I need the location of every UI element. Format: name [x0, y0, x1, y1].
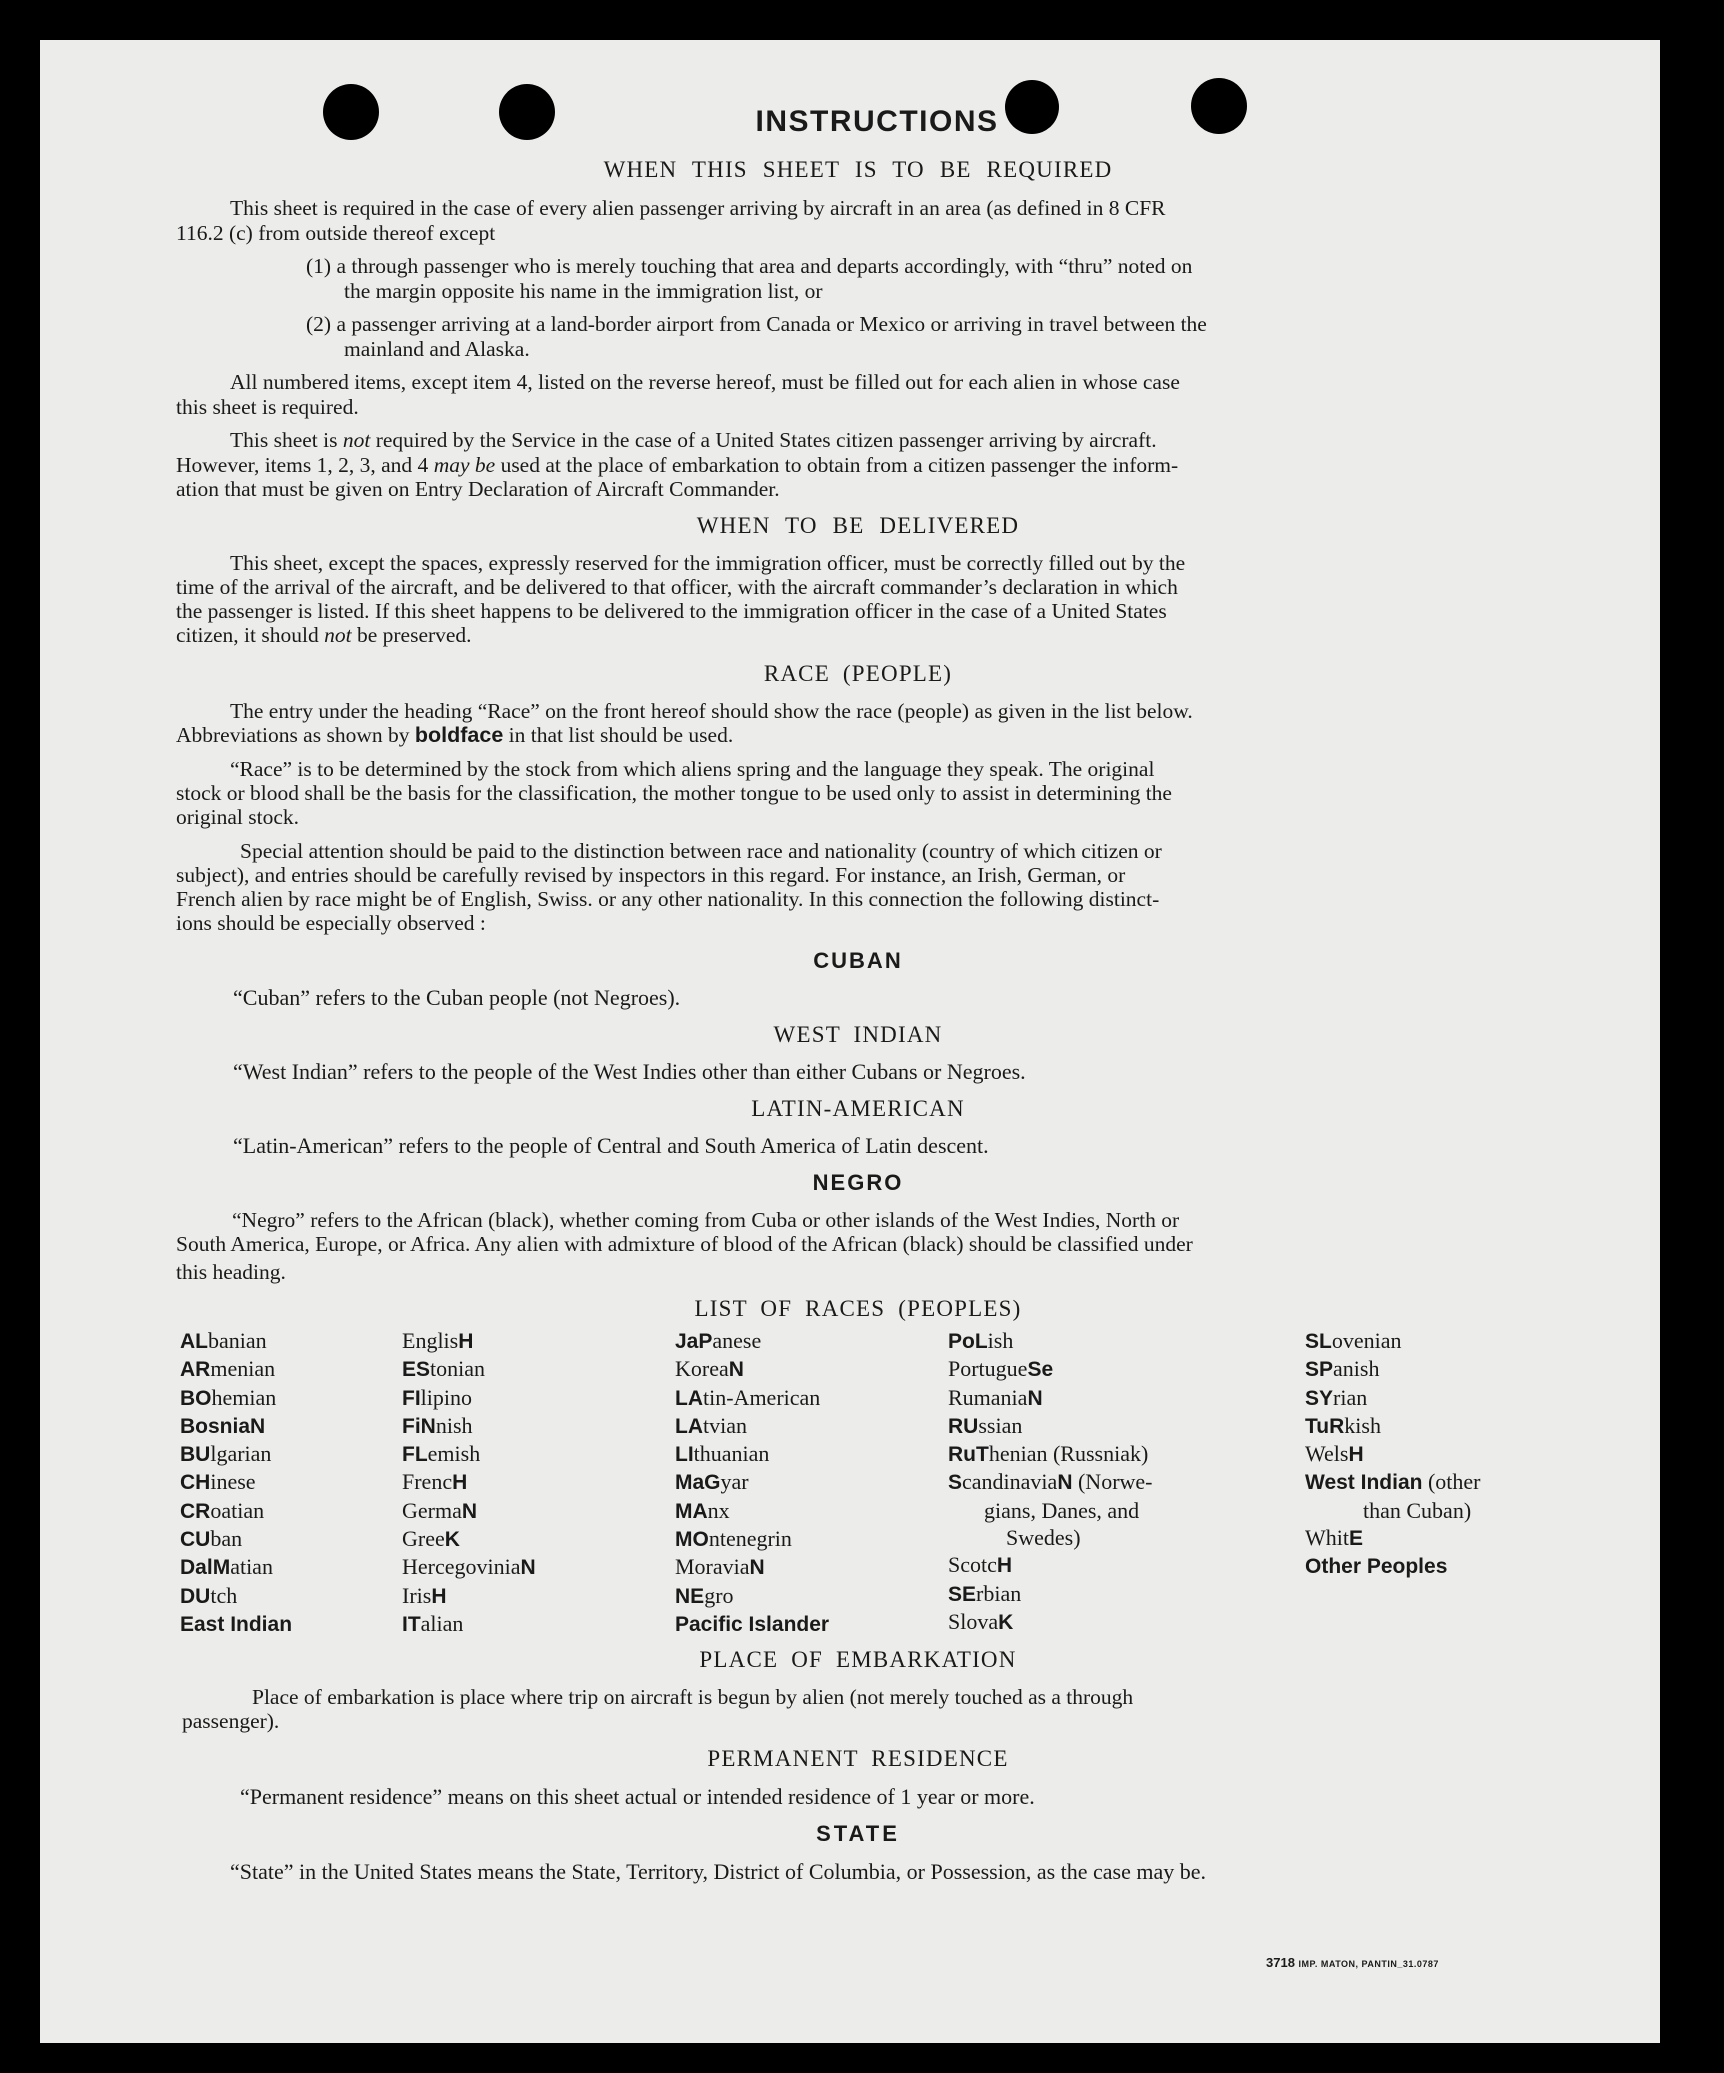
- west-indian-text: “West Indian” refers to the people of the West Indies other than either Cubans or Negroes.: [233, 1059, 1026, 1084]
- race-entry: KoreaN: [675, 1356, 744, 1382]
- race-entry: CHinese: [180, 1469, 256, 1495]
- citizen-line3: ation that must be given on Entry Declaration of Aircraft Commander.: [176, 477, 780, 501]
- heading-race: RACE (PEOPLE): [763, 661, 953, 686]
- race-entry: CRoatian: [180, 1497, 265, 1523]
- race-entry: FIlipino: [402, 1384, 473, 1410]
- race-entry: West Indian (other: [1305, 1469, 1481, 1495]
- race-entry: MoraviaN: [675, 1554, 765, 1580]
- form-imprint: [1266, 1955, 1439, 1970]
- race-entry: JaPanese: [675, 1328, 762, 1353]
- race-entry: EStonian: [402, 1356, 486, 1382]
- heading-place-of-embarkation: PLACE OF EMBARKATION: [699, 1647, 1017, 1672]
- race-entry: SPanish: [1305, 1356, 1380, 1382]
- race-p3-line3: French alien by race might be of English, Swiss. or any other nationality. In this connection the following distinct-: [176, 887, 1160, 911]
- races-column-2: [402, 1327, 536, 1638]
- race-p3-line1: Special attention should be paid to the distinction between race and nationality (country of which citizen or: [240, 839, 1162, 863]
- race-p1-line1: The entry under the heading “Race” on the front hereof should show the race (people) as given in the list below.: [230, 699, 1193, 723]
- race-entry: BosniaN: [180, 1414, 266, 1438]
- latin-american-text: “Latin-American” refers to the people of Central and South America of Latin descent.: [233, 1133, 989, 1158]
- required-item1-line2: the margin opposite his name in the immigration list, or: [344, 279, 823, 303]
- race-entry: FrencH: [402, 1469, 468, 1495]
- race-entry: HercegoviniaN: [402, 1554, 536, 1580]
- page-title: INSTRUCTIONS: [755, 105, 999, 138]
- race-entry: BOhemian: [180, 1384, 277, 1410]
- race-p2-line1: “Race” is to be determined by the stock from which aliens spring and the language they speak. The original: [230, 757, 1155, 781]
- race-p2-line2: stock or blood shall be the basis for the classification, the mother tongue to be used only to assist in determining the: [176, 781, 1172, 805]
- embarkation-line2: passenger).: [182, 1709, 280, 1733]
- race-entry: MOntenegrin: [675, 1526, 792, 1552]
- heading-list-of-races: LIST OF RACES (PEOPLES): [694, 1296, 1022, 1321]
- heading-cuban: CUBAN: [813, 948, 903, 973]
- cuban-text: “Cuban” refers to the Cuban people (not Negroes).: [233, 985, 681, 1010]
- race-entry: ITalian: [402, 1610, 464, 1636]
- race-entry-continued: gians, Danes, and: [984, 1497, 1140, 1523]
- races-column-4: [948, 1327, 1153, 1636]
- race-entry: East Indian: [180, 1612, 293, 1636]
- numbered-items-line2: this sheet is required.: [176, 395, 359, 419]
- race-entry: FLemish: [402, 1441, 481, 1467]
- race-entry: SlovaK: [948, 1608, 1014, 1634]
- race-entry: RUssian: [948, 1412, 1023, 1438]
- embarkation-line1: Place of embarkation is place where trip on aircraft is begun by alien (not merely touched as a through: [252, 1685, 1134, 1709]
- required-intro-line1: This sheet is required in the case of every alien passenger arriving by aircraft in an area (as defined in 8 CFR: [230, 196, 1166, 220]
- races-column-5: [1305, 1327, 1481, 1581]
- race-p3-line2: subject), and entries should be carefully revised by inspectors in this regard. For instance, an Irish, German, or: [176, 863, 1126, 887]
- residence-text: “Permanent residence” means on this sheet actual or intended residence of 1 year or more.: [240, 1784, 1035, 1809]
- required-item2-line1: (2) a passenger arriving at a land-border airport from Canada or Mexico or arriving in travel between the: [306, 312, 1207, 336]
- race-entry: BUlgarian: [180, 1441, 272, 1467]
- printer-imprint: IMP. MATON, PANTIN_31.0787: [1298, 1959, 1439, 1969]
- race-entry: DalMatian: [180, 1554, 273, 1580]
- race-p3-line4: ions should be especially observed :: [176, 911, 486, 935]
- race-entry-continued: than Cuban): [1363, 1497, 1472, 1523]
- heading-permanent-residence: PERMANENT RESIDENCE: [707, 1746, 1009, 1771]
- heading-when-required: WHEN THIS SHEET IS TO BE REQUIRED: [603, 157, 1113, 182]
- race-entry: RuThenian (Russniak): [948, 1441, 1149, 1467]
- delivered-line4: citizen, it should not be preserved.: [176, 623, 472, 647]
- race-entry: Pacific Islander: [675, 1612, 830, 1636]
- form-number: 3718: [1266, 1955, 1295, 1970]
- race-entry: CUban: [180, 1526, 243, 1552]
- heading-when-delivered: WHEN TO BE DELIVERED: [696, 513, 1020, 538]
- negro-line3: this heading.: [176, 1260, 286, 1284]
- race-p1-line2: Abbreviations as shown by boldface in that list should be used.: [176, 723, 734, 747]
- heading-state: STATE: [816, 1821, 900, 1846]
- races-column-1: [180, 1327, 292, 1638]
- required-intro-line2: 116.2 (c) from outside thereof except: [176, 221, 496, 245]
- races-column-3: [675, 1327, 829, 1638]
- race-entry: WhitE: [1305, 1525, 1364, 1551]
- negro-line2: South America, Europe, or Africa. Any alien with admixture of blood of the African (black) should be classified under: [176, 1232, 1193, 1256]
- citizen-line2: However, items 1, 2, 3, and 4 may be used at the place of embarkation to obtain from a citizen passenger the inform-: [176, 453, 1179, 477]
- race-entry: GermaN: [402, 1497, 478, 1523]
- race-entry: FiNnish: [402, 1412, 473, 1438]
- delivered-line1: This sheet, except the spaces, expressly reserved for the immigration officer, must be correctly filled out by the: [230, 551, 1186, 575]
- race-entry: RumaniaN: [948, 1384, 1043, 1410]
- race-entry: LAtvian: [675, 1412, 747, 1438]
- negro-line1: “Negro” refers to the African (black), whether coming from Cuba or other islands of the West Indies, North or: [232, 1208, 1180, 1232]
- heading-latin-american: LATIN-AMERICAN: [751, 1096, 965, 1121]
- delivered-line2: time of the arrival of the aircraft, and be delivered to that officer, with the aircraft commander’s declaration in which: [176, 575, 1178, 599]
- race-entry: PortugueSe: [948, 1356, 1054, 1382]
- race-entry: LIthuanian: [675, 1441, 770, 1467]
- numbered-items-line1: All numbered items, except item 4, listed on the reverse hereof, must be filled out for each alien in whose case: [230, 370, 1180, 394]
- required-item1-line1: (1) a through passenger who is merely touching that area and departs accordingly, with “thru” noted on: [306, 254, 1193, 278]
- race-entry: LAtin-American: [675, 1384, 821, 1410]
- race-entry-continued: Swedes): [1006, 1525, 1081, 1551]
- heading-negro: NEGRO: [812, 1170, 904, 1195]
- race-entry: Other Peoples: [1305, 1555, 1448, 1579]
- race-entry: IrisH: [402, 1582, 447, 1608]
- race-entry: ScotcH: [948, 1552, 1013, 1578]
- required-item2-line2: mainland and Alaska.: [344, 337, 530, 361]
- race-entry: ScandinaviaN (Norwe-: [948, 1469, 1153, 1495]
- race-entry: PoLish: [948, 1328, 1014, 1353]
- race-entry: DUtch: [180, 1582, 238, 1608]
- state-text: “State” in the United States means the State, Territory, District of Columbia, or Possession, as the case may be.: [230, 1859, 1207, 1884]
- race-p2-line3: original stock.: [176, 805, 300, 829]
- race-entry: SLovenian: [1305, 1328, 1402, 1353]
- heading-west-indian: WEST INDIAN: [773, 1022, 943, 1047]
- delivered-line3: the passenger is listed. If this sheet happens to be delivered to the immigration officer in the case of a United States: [176, 599, 1167, 623]
- race-entry: ALbanian: [180, 1328, 267, 1353]
- race-entry: SErbian: [948, 1580, 1022, 1606]
- race-entry: WelsH: [1305, 1441, 1364, 1467]
- race-entry: MaGyar: [675, 1469, 749, 1495]
- race-entry: TuRkish: [1305, 1412, 1381, 1438]
- race-entry: EnglisH: [402, 1328, 474, 1353]
- race-entry: MAnx: [675, 1497, 730, 1523]
- race-entry: GreeK: [402, 1526, 460, 1552]
- race-entry: NEgro: [675, 1582, 734, 1608]
- race-entry: SYrian: [1305, 1384, 1368, 1410]
- race-entry: ARmenian: [180, 1356, 276, 1382]
- citizen-line1: This sheet is not required by the Service in the case of a United States citizen passenger arriving by aircraft.: [230, 428, 1157, 452]
